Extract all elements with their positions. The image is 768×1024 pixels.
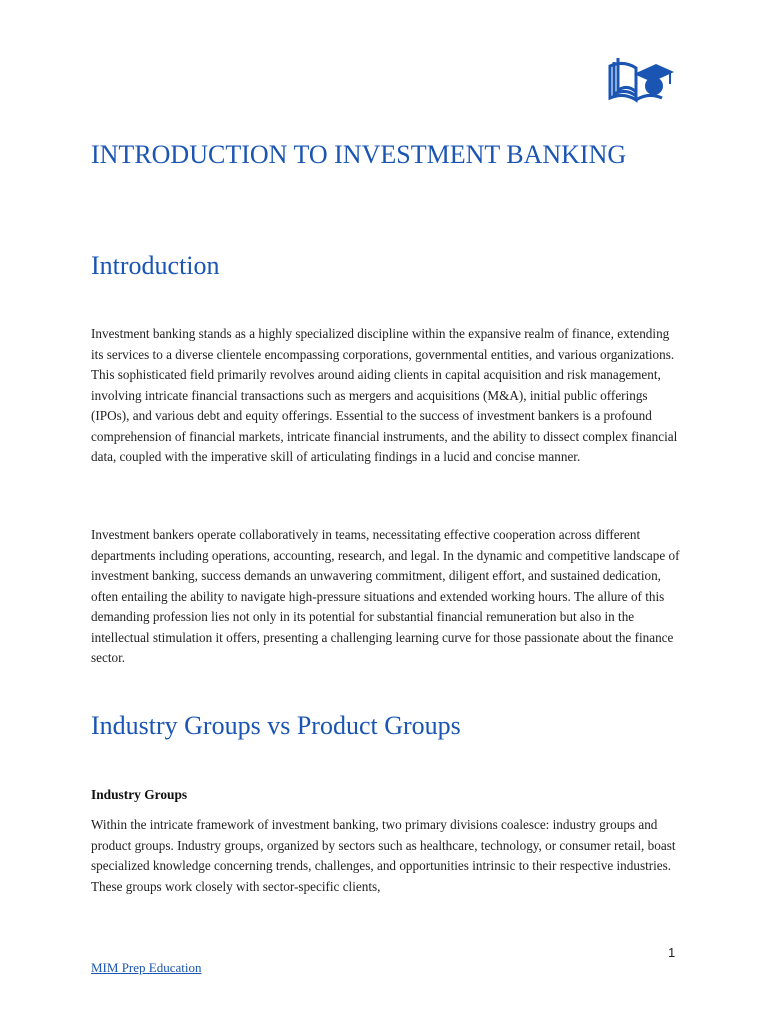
book-graduation-cap-logo-icon (604, 52, 676, 108)
subheading-industry-groups: Industry Groups (91, 787, 188, 802)
document-title: INTRODUCTION TO INVESTMENT BANKING (91, 140, 627, 169)
page-number: 1 (668, 945, 676, 960)
footer-link-mim-prep[interactable]: MIM Prep Education (91, 960, 202, 975)
intro-paragraph-2: Investment bankers operate collaboratively in teams, necessitating effective cooperation across different departments including operations, accounting, research, and legal. In the dynamic and competitive landscape of investment banking, success demands an unwavering commitment, diligent effort, and sustained dedication, often entailing the ability to navigate high-pressure situations and extended working hours. The allure of this demanding profession lies not only in its potential for substantial financial remuneration but also in the intellectual stimulation it offers, presenting a challenging learning curve for those passionate about the finance sector. (91, 527, 680, 665)
section-heading-industry-vs-product: Industry Groups vs Product Groups (91, 711, 461, 740)
industry-groups-paragraph: Within the intricate framework of investment banking, two primary divisions coalesce: industry groups and product groups. Industry groups, organized by sectors such as healthcare, technology, or consumer retail, boast specialized knowledge concerning trends, challenges, and opportunities intrinsic to their respective industries. These groups work closely with sector-specific clients, (91, 817, 676, 894)
section-heading-introduction: Introduction (91, 251, 220, 280)
intro-paragraph-1: Investment banking stands as a highly specialized discipline within the expansive realm of finance, extending its services to a diverse clientele encompassing corporations, governmental entities, and various organizations. This sophisticated field primarily revolves around aiding clients in capital acquisition and risk management, involving intricate financial transactions such as mergers and acquisitions (M&A), initial public offerings (IPOs), and various debt and equity offerings. Essential to the success of investment bankers is a profound comprehension of financial markets, intricate financial instruments, and the ability to dissect complex financial data, coupled with the imperative skill of articulating findings in a lucid and concise manner. (91, 326, 678, 464)
